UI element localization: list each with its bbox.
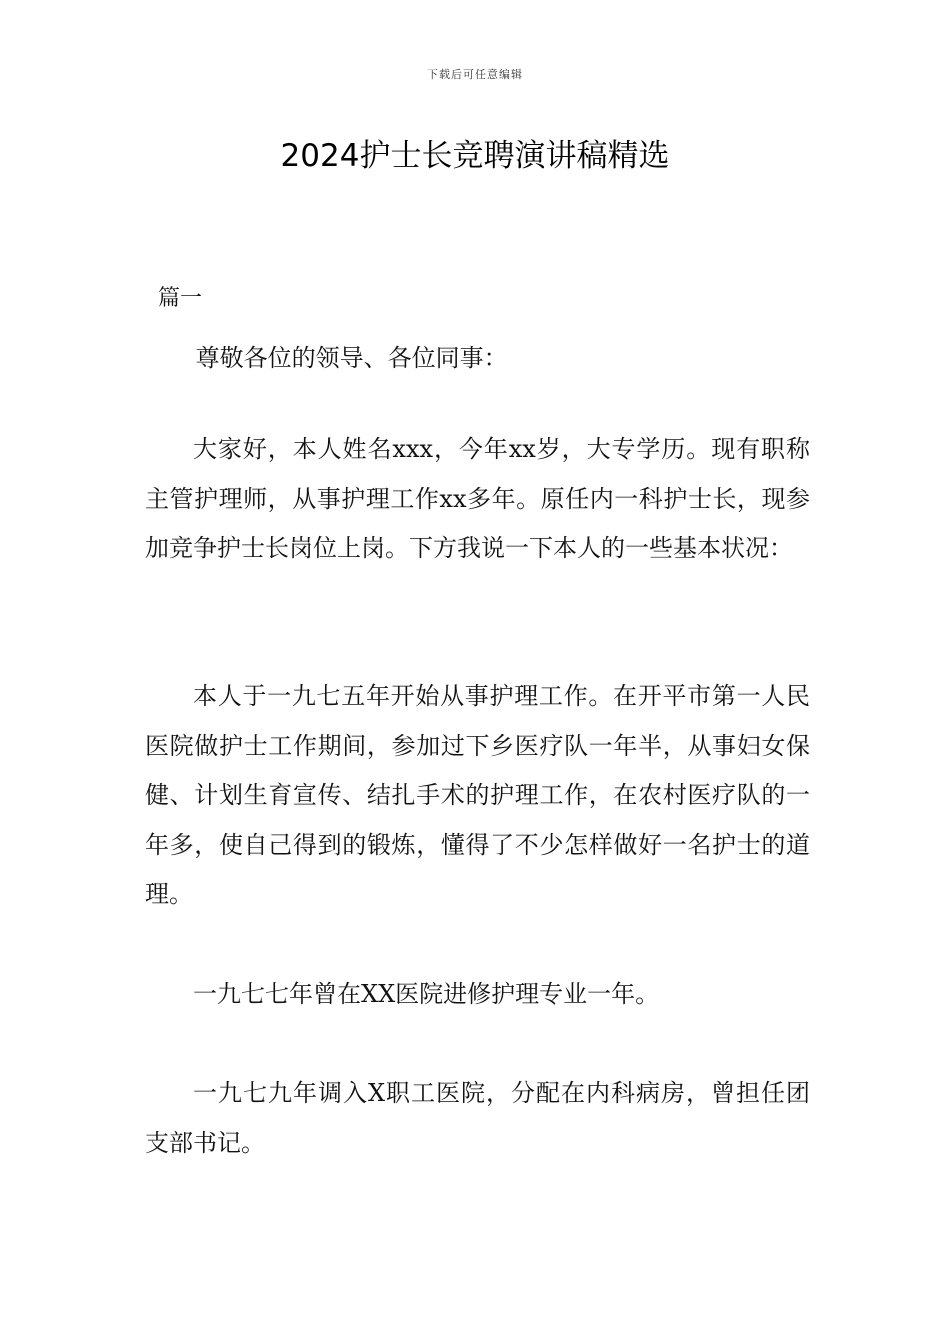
intro-paragraph: 大家好，本人姓名xxx，今年xx岁，大专学历。现有职称主管护理师，从事护理工作xx多年。原任内一科护士长，现参加竞争护士长岗位上岗。下方我说一下本人的一些基本状况： — [145, 435, 810, 562]
salutation-paragraph: 尊敬各位的领导、各位同事： — [195, 344, 508, 372]
transfer-paragraph: 一九七九年调入X职工医院，分配在内科病房，曾担任团支部书记。 — [145, 1079, 810, 1157]
header-note: 下载后可任意编辑 — [427, 68, 523, 81]
section-label: 篇一 — [158, 286, 203, 311]
document-title: 2024护士长竞聘演讲稿精选 — [280, 138, 670, 174]
career-paragraph: 本人于一九七五年开始从事护理工作。在开平市第一人民医院做护士工作期间，参加过下乡医疗队一年半，从事妇女保健、计划生育宣传、结扎手术的护理工作，在农村医疗队的一年多，使自己得到的锻炼，懂得了不少怎样做好一名护士的道理。 — [145, 682, 810, 908]
training-paragraph: 一九七七年曾在XX医院进修护理专业一年。 — [193, 980, 660, 1008]
